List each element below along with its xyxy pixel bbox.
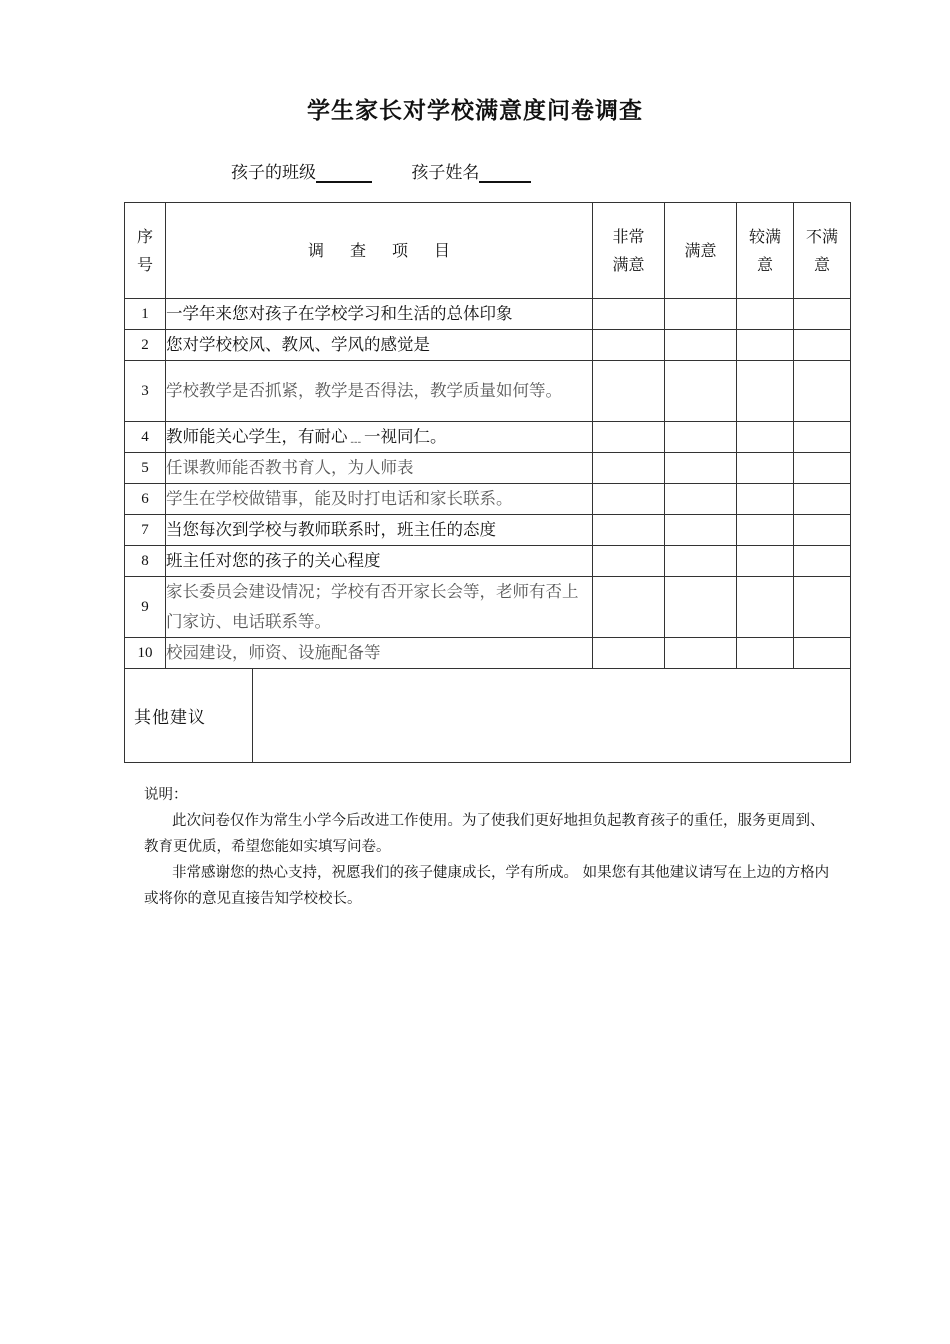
- satisfied-cell[interactable]: [665, 361, 737, 422]
- survey-item-text: 您对学校校风、教风、学风的感觉是: [166, 330, 593, 361]
- header-unsatisfied: [794, 203, 851, 299]
- table-row: [125, 577, 851, 638]
- fairly-satisfied-cell[interactable]: [737, 361, 794, 422]
- row-number: 10: [125, 638, 166, 669]
- row-number: 6: [125, 484, 166, 515]
- satisfied-cell[interactable]: [665, 638, 737, 669]
- name-label: 孩子姓名: [411, 163, 480, 183]
- unsatisfied-cell[interactable]: [794, 299, 851, 330]
- survey-item-text: 任课教师能否教书育人，为人师表: [166, 453, 593, 484]
- fairly-satisfied-cell[interactable]: [737, 577, 794, 638]
- very-satisfied-cell[interactable]: [593, 299, 665, 330]
- survey-item-text: 当您每次到学校与教师联系时，班主任的态度: [166, 515, 593, 546]
- satisfied-cell[interactable]: [665, 422, 737, 453]
- notes-paragraph: 非常感谢您的热心支持，祝愿我们的孩子健康成长，学有所成。 如果您有其他建议请写在上边的方格内或将你的意见直接告知学校校长。: [144, 865, 830, 907]
- notes-paragraph: 此次问卷仅作为常生小学今后改进工作使用。为了使我们更好地担负起教育孩子的重任，服务更周到、教育更优质，希望您能如实填写问卷。: [144, 813, 825, 855]
- survey-item-text: 校园建设，师资、设施配备等: [166, 638, 593, 669]
- notes-section: [144, 782, 834, 912]
- fairly-satisfied-cell[interactable]: [737, 453, 794, 484]
- very-satisfied-cell[interactable]: [593, 515, 665, 546]
- class-blank[interactable]: [316, 163, 372, 183]
- header-fairly-satisfied-line1: 较满: [749, 226, 782, 246]
- unsatisfied-cell[interactable]: [794, 484, 851, 515]
- suggestion-field[interactable]: [253, 669, 851, 763]
- header-satisfied: 满意: [665, 203, 737, 299]
- table-row: [125, 299, 851, 330]
- very-satisfied-cell[interactable]: [593, 484, 665, 515]
- unsatisfied-cell[interactable]: [794, 515, 851, 546]
- class-label: 孩子的班级: [231, 163, 316, 183]
- header-item-label: 调查项目: [308, 240, 477, 260]
- survey-item-text: 学生在学校做错事，能及时打电话和家长联系。: [166, 484, 593, 515]
- fairly-satisfied-cell[interactable]: [737, 484, 794, 515]
- table-row: [125, 422, 851, 453]
- satisfied-cell[interactable]: [665, 515, 737, 546]
- unsatisfied-cell[interactable]: [794, 330, 851, 361]
- fairly-satisfied-cell[interactable]: [737, 638, 794, 669]
- very-satisfied-cell[interactable]: [593, 638, 665, 669]
- row-number: 8: [125, 546, 166, 577]
- header-seq: [125, 203, 166, 299]
- fairly-satisfied-cell[interactable]: [737, 299, 794, 330]
- header-seq-line1: 序: [136, 226, 153, 246]
- survey-item-text: 班主任对您的孩子的关心程度: [166, 546, 593, 577]
- fairly-satisfied-cell[interactable]: [737, 330, 794, 361]
- fairly-satisfied-cell[interactable]: [737, 546, 794, 577]
- satisfied-cell[interactable]: [665, 577, 737, 638]
- survey-item-text: 教师能关心学生，有耐心﹍一视同仁。: [166, 422, 593, 453]
- header-very-satisfied: [593, 203, 665, 299]
- page-title: 学生家长对学校满意度问卷调查: [307, 98, 643, 124]
- survey-table: [124, 202, 851, 763]
- name-blank[interactable]: [479, 163, 531, 183]
- row-number: 4: [125, 422, 166, 453]
- header-unsatisfied-line2: 意: [814, 254, 831, 274]
- fairly-satisfied-cell[interactable]: [737, 515, 794, 546]
- survey-item-text: 一学年来您对孩子在学校学习和生活的总体印象: [166, 299, 593, 330]
- table-row: [125, 638, 851, 669]
- unsatisfied-cell[interactable]: [794, 422, 851, 453]
- header-very-satisfied-line1: 非常: [612, 226, 645, 246]
- table-row: [125, 361, 851, 422]
- unsatisfied-cell[interactable]: [794, 577, 851, 638]
- unsatisfied-cell[interactable]: [794, 546, 851, 577]
- row-number: 2: [125, 330, 166, 361]
- header-very-satisfied-line2: 满意: [612, 254, 645, 274]
- survey-item-text: 学校教学是否抓紧，教学是否得法，教学质量如何等。: [166, 361, 593, 422]
- table-row: [125, 546, 851, 577]
- very-satisfied-cell[interactable]: [593, 361, 665, 422]
- unsatisfied-cell[interactable]: [794, 453, 851, 484]
- table-row: [125, 515, 851, 546]
- row-number: 9: [125, 577, 166, 638]
- header-item: [166, 203, 593, 299]
- very-satisfied-cell[interactable]: [593, 453, 665, 484]
- satisfied-cell[interactable]: [665, 330, 737, 361]
- table-row: [125, 453, 851, 484]
- very-satisfied-cell[interactable]: [593, 422, 665, 453]
- satisfied-cell[interactable]: [665, 453, 737, 484]
- header-fairly-satisfied-line2: 意: [757, 254, 774, 274]
- row-number: 1: [125, 299, 166, 330]
- very-satisfied-cell[interactable]: [593, 546, 665, 577]
- table-row: [125, 484, 851, 515]
- unsatisfied-cell[interactable]: [794, 638, 851, 669]
- fairly-satisfied-cell[interactable]: [737, 422, 794, 453]
- row-number: 3: [125, 361, 166, 422]
- header-fairly-satisfied: [737, 203, 794, 299]
- unsatisfied-cell[interactable]: [794, 361, 851, 422]
- very-satisfied-cell[interactable]: [593, 330, 665, 361]
- suggestion-label: 其他建议: [125, 669, 253, 763]
- notes-heading: 说明：: [144, 787, 188, 803]
- survey-item-text: 家长委员会建设情况；学校有否开家长会等，老师有否上门家访、电话联系等。: [166, 577, 593, 638]
- header-seq-line2: 号: [136, 254, 153, 274]
- suggestion-row: [125, 669, 851, 763]
- satisfied-cell[interactable]: [665, 546, 737, 577]
- row-number: 7: [125, 515, 166, 546]
- satisfied-cell[interactable]: [665, 484, 737, 515]
- very-satisfied-cell[interactable]: [593, 577, 665, 638]
- table-header-row: [125, 203, 851, 299]
- satisfied-cell[interactable]: [665, 299, 737, 330]
- row-number: 5: [125, 453, 166, 484]
- table-row: [125, 330, 851, 361]
- student-info-line: [231, 158, 531, 183]
- header-unsatisfied-line1: 不满: [806, 226, 839, 246]
